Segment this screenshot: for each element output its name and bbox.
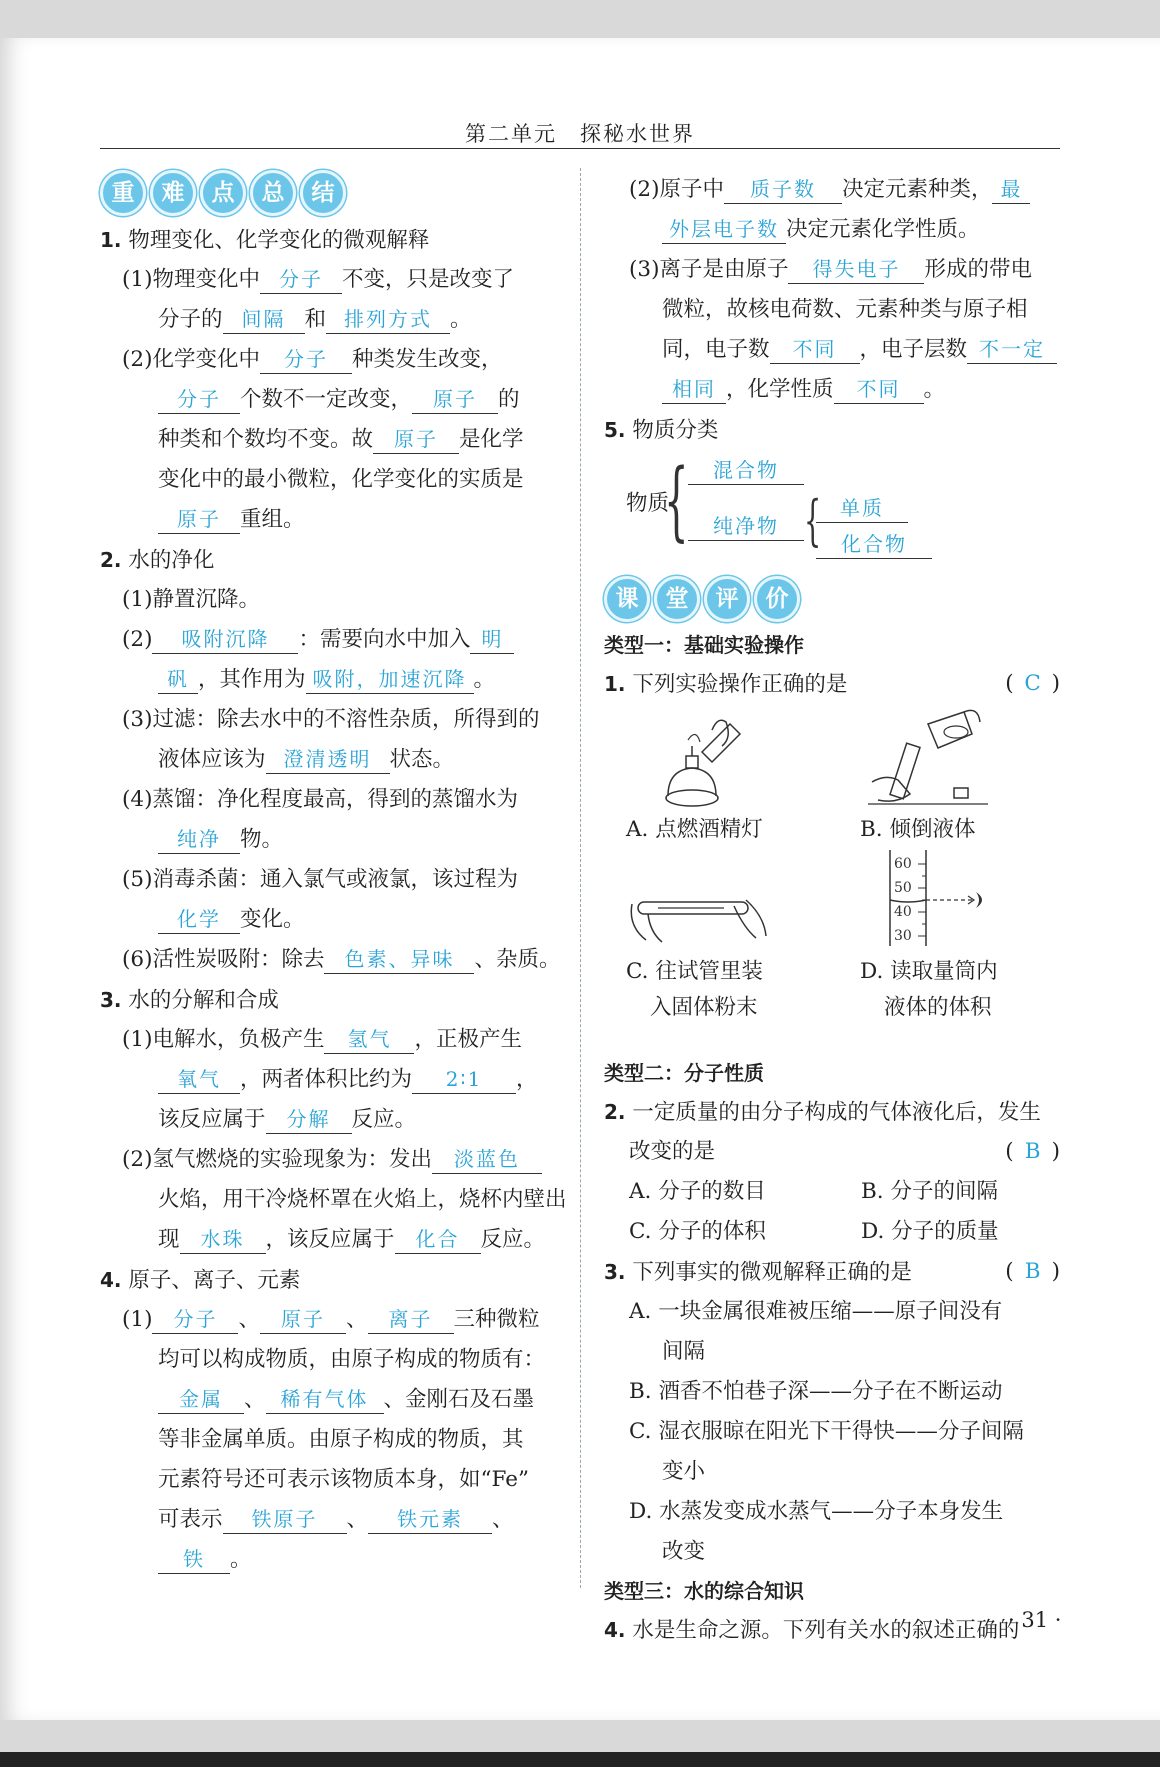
text-line: 铁 。 — [100, 1540, 560, 1580]
option-caption: D. 读取量筒内 — [860, 959, 998, 984]
answer-blank: 化学 — [158, 905, 240, 934]
answer-blank: 最 — [992, 175, 1030, 204]
answer-blank: 混合物 — [688, 456, 804, 485]
option-caption: 入固体粉末 — [650, 995, 758, 1020]
answer-blank: 不同 — [834, 375, 924, 404]
answer-blank: 外层电子数 — [662, 215, 786, 244]
answer-blank: 原子 — [260, 1305, 346, 1334]
alcohol-lamp-figure — [652, 710, 762, 810]
text-line: 同，电子数 不同 ，电子层数 不一定 — [604, 330, 1060, 370]
option-line: A. 一块金属很难被压缩——原子间没有 — [629, 1299, 1003, 1324]
summary-badges — [100, 170, 560, 216]
answer-blank: 原子 — [373, 425, 459, 454]
text-line: 化学 变化。 — [100, 900, 560, 940]
choice-answer: B — [1024, 1259, 1041, 1284]
question-number: 3. — [604, 1260, 626, 1284]
answer-blank: 离子 — [368, 1305, 454, 1334]
page-header: 第二单元 探秘水世界 — [465, 122, 695, 146]
text-line: 变化中的最小微粒，化学变化的实质是 — [158, 467, 524, 492]
choice-answer: C — [1024, 671, 1041, 696]
text-line: (1)物理变化中 分子 不变，只是改变了 — [122, 267, 514, 292]
cylinder-tick-label: 40 — [894, 904, 912, 920]
option-line: 变小 — [662, 1459, 706, 1484]
section-number: 5. — [604, 418, 626, 442]
text-line: 外层电子数 决定元素化学性质。 — [604, 210, 1060, 250]
answer-blank: 排列方式 — [326, 305, 450, 334]
text-line: (4)蒸馏：净化程度最高，得到的蒸馏水为 — [122, 787, 518, 812]
text-line: 氧气 ，两者体积比约为 2∶1 ， — [100, 1060, 560, 1100]
option-caption: 液体的体积 — [884, 995, 992, 1020]
answer-blank: 澄清透明 — [266, 745, 390, 774]
page-number: · 31 · — [1008, 1608, 1062, 1632]
option-line: 间隔 — [662, 1339, 706, 1364]
answer-blank: 吸附沉降 — [152, 625, 298, 654]
question-2: 2. 一定质量的由分子构成的气体液化后，发生 — [604, 1100, 1041, 1125]
answer-blank: 氢气 — [324, 1025, 414, 1054]
text-line: (6)活性炭吸附：除去 色素、异味 、杂质。 — [122, 947, 561, 972]
text-line: 该反应属于 分解 反应。 — [158, 1107, 417, 1132]
cylinder-reading-figure — [884, 850, 994, 950]
right-column — [604, 170, 1060, 1650]
text-line: 元素符号还可表示该物质本身，如“Fe” — [158, 1467, 529, 1492]
answer-blank: 化合物 — [816, 530, 932, 559]
answer-blank: 分子 — [152, 1305, 238, 1334]
badge-char: 总 — [250, 170, 296, 216]
section-2-title — [100, 540, 560, 580]
text-line: 液体应该为 澄清透明 状态。 — [158, 747, 455, 772]
text-line: 等非金属单质。由原子构成的物质，其 — [158, 1427, 524, 1452]
text-line: (2)化学变化中 分子 种类发生改变， — [122, 347, 503, 372]
badge-char: 评 — [704, 576, 750, 622]
option-caption: C. 往试管里装 — [626, 959, 763, 984]
cylinder-tick-label: 30 — [894, 928, 912, 944]
answer-paren: ( C ) — [1005, 664, 1060, 704]
answer-blank: 淡蓝色 — [432, 1145, 542, 1174]
answer-blank: 分子 — [260, 345, 352, 374]
answer-blank: 分子 — [158, 385, 240, 414]
section-title: 原子、离子、元素 — [128, 1268, 301, 1293]
question-number: 4. — [604, 1618, 626, 1642]
section-title: 物质分类 — [632, 418, 719, 443]
badge-char: 难 — [150, 170, 196, 216]
brace: { — [664, 451, 689, 551]
text-line: (2)氢气燃烧的实验现象为：发出 淡蓝色 — [100, 1140, 560, 1180]
cylinder-tick-label: 50 — [894, 880, 912, 896]
option-line: C. 湿衣服晾在阳光下干得快——分子间隔 — [629, 1419, 1024, 1444]
classify-root: 物质 — [626, 491, 670, 516]
badge-char: 结 — [300, 170, 346, 216]
experiment-figures — [604, 704, 1060, 1054]
text-line: (1) 分子 、 原子 、 离子 三种微粒 — [122, 1307, 540, 1332]
text-line: (1)电解水，负极产生 氢气 ，正极产生 — [122, 1027, 522, 1052]
section-3-title — [100, 980, 560, 1020]
option-line: 改变 — [662, 1539, 706, 1564]
section-title: 物理变化、化学变化的微观解释 — [128, 228, 430, 253]
answer-blank: 间隔 — [223, 305, 305, 334]
question-4: 4. 水是生命之源。下列有关水的叙述正确的 — [604, 1618, 1020, 1643]
section-4-title — [100, 1260, 560, 1300]
question-number: 1. — [604, 672, 626, 696]
text-line: (5)消毒杀菌：通入氯气或液氯，该过程为 — [122, 867, 518, 892]
text-line: (2)原子中 质子数 决定元素种类， 最 — [604, 170, 1060, 210]
question-3: 3. 下列事实的微观解释正确的是 ( B ) — [604, 1252, 1060, 1292]
badge-char: 堂 — [654, 576, 700, 622]
answer-blank: 不一定 — [967, 335, 1057, 364]
text-line: 金属 、 稀有气体 、金刚石及石墨 — [100, 1380, 560, 1420]
answer-blank: 原子 — [158, 505, 240, 534]
text-line: 改变的是 ( B ) — [604, 1132, 1060, 1172]
badge-char: 价 — [754, 576, 800, 622]
brace: { — [804, 489, 822, 552]
header-rule — [100, 148, 1060, 149]
answer-blank: 铁原子 — [223, 1505, 347, 1534]
answer-blank: 铁 — [158, 1545, 230, 1574]
type-heading: 类型三：水的综合知识 — [604, 1579, 804, 1603]
answer-blank: 色素、异味 — [324, 945, 474, 974]
answer-blank: 氧气 — [158, 1065, 240, 1094]
option-caption: A. 点燃酒精灯 — [626, 817, 763, 842]
text-line: 可表示 铁原子 、 铁元素 、 — [158, 1507, 514, 1532]
option-row: A. 分子的数目 B. 分子的间隔 — [629, 1179, 998, 1204]
badge-char: 课 — [604, 576, 650, 622]
option-line: D. 水蒸发变成水蒸气——分子本身发生 — [629, 1499, 1004, 1524]
answer-blank: 矾 — [158, 665, 198, 694]
option-caption: B. 倾倒液体 — [860, 817, 976, 842]
answer-blank: 纯净物 — [688, 512, 804, 541]
text-line: (3)过滤：除去水中的不溶性杂质，所得到的 — [122, 707, 540, 732]
answer-blank: 质子数 — [724, 175, 842, 204]
type-heading: 类型一：基础实验操作 — [604, 633, 804, 657]
badge-char: 点 — [200, 170, 246, 216]
evaluation-badges — [604, 576, 1060, 622]
answer-blank: 相同 — [662, 375, 726, 404]
text-line: 相同 ，化学性质 不同 。 — [604, 370, 1060, 410]
text-line: 原子 重组。 — [100, 500, 560, 540]
section-title: 水的分解和合成 — [128, 988, 279, 1013]
answer-blank: 纯净 — [158, 825, 240, 854]
text-line: (1)静置沉降。 — [122, 587, 260, 612]
text-line: 纯净 物。 — [100, 820, 560, 860]
section-5-title — [604, 410, 1060, 450]
option-line: B. 酒香不怕巷子深——分子在不断运动 — [629, 1379, 1003, 1404]
text-line: 均可以构成物质，由原子构成的物质有： — [158, 1347, 546, 1372]
text-line: (3)离子是由原子 得失电子 形成的带电 — [629, 257, 1032, 282]
answer-blank: 明 — [470, 625, 514, 654]
left-column — [100, 170, 567, 1580]
answer-paren: ( B ) — [1005, 1252, 1060, 1292]
answer-blank: 2∶1 — [412, 1065, 516, 1094]
section-number: 1. — [100, 228, 122, 252]
answer-blank: 得失电子 — [788, 255, 924, 284]
answer-blank: 铁元素 — [368, 1505, 492, 1534]
text-line: 分子的 间隔 和 排列方式 。 — [158, 307, 472, 332]
text-line: 微粒，故核电荷数、元素种类与原子相 — [662, 297, 1028, 322]
answer-blank: 原子 — [412, 385, 498, 414]
section-title: 水的净化 — [128, 548, 215, 573]
text-line: 矾 ，其作用为 吸附，加速沉降 。 — [100, 660, 560, 700]
answer-blank: 分子 — [260, 265, 342, 294]
answer-blank: 不同 — [770, 335, 860, 364]
text-line: (2) 吸附沉降 ：需要向水中加入 明 — [100, 620, 560, 660]
cylinder-tick-label: 60 — [894, 856, 912, 872]
answer-paren: ( B ) — [1005, 1132, 1060, 1172]
answer-blank: 水珠 — [180, 1225, 266, 1254]
question-number: 2. — [604, 1100, 626, 1124]
section-number: 2. — [100, 548, 122, 572]
text-line: 现 水珠 ，该反应属于 化合 反应。 — [158, 1227, 546, 1252]
section-number: 3. — [100, 988, 122, 1012]
section-number: 4. — [100, 1268, 122, 1292]
answer-blank: 稀有气体 — [266, 1385, 384, 1414]
option-row: C. 分子的体积 D. 分子的质量 — [629, 1219, 999, 1244]
bottom-bar — [0, 1752, 1160, 1767]
answer-blank: 分解 — [266, 1105, 352, 1134]
text-line: 种类和个数均不变。故 原子 是化学 — [158, 427, 524, 452]
pouring-liquid-figure — [868, 704, 988, 812]
answer-blank: 吸附，加速沉降 — [306, 665, 474, 694]
question-1: 1. 下列实验操作正确的是 ( C ) — [604, 664, 1060, 704]
powder-tube-figure — [628, 880, 768, 950]
choice-answer: B — [1024, 1139, 1041, 1164]
answer-blank: 化合 — [395, 1225, 481, 1254]
badge-char: 重 — [100, 170, 146, 216]
answer-blank: 单质 — [816, 494, 908, 523]
answer-blank: 金属 — [158, 1385, 244, 1414]
column-divider — [580, 168, 581, 1588]
classification-diagram — [604, 450, 1060, 562]
text-line: 分子 个数不一定改变， 原子 的 — [100, 380, 560, 420]
type-heading: 类型二：分子性质 — [604, 1061, 764, 1085]
section-1-title — [100, 220, 560, 260]
text-line: 火焰，用干冷烧杯罩在火焰上，烧杯内壁出 — [158, 1187, 567, 1212]
